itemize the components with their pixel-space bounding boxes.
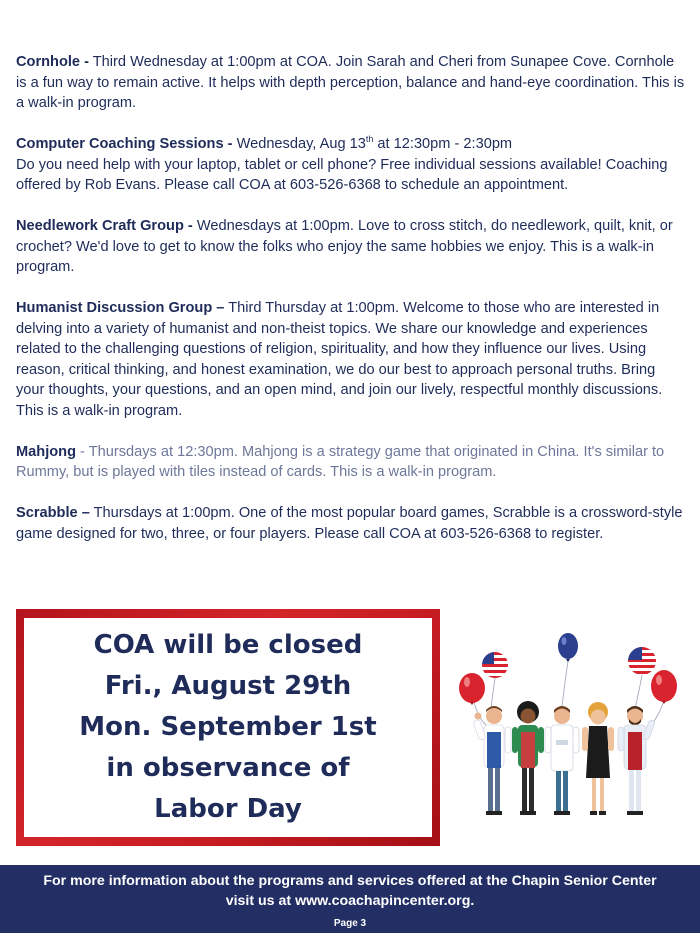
balloon-icon bbox=[459, 673, 485, 705]
notice-line: COA will be closed bbox=[93, 630, 363, 660]
footer-website-link[interactable]: visit us at www.coachapincenter.org. bbox=[225, 893, 475, 909]
program-title: Scrabble – bbox=[16, 505, 90, 521]
balloon-icon bbox=[558, 633, 578, 662]
program-title: Humanist Discussion Group – bbox=[16, 300, 225, 316]
notice-line: Fri., August 29th bbox=[104, 671, 352, 701]
closure-notice bbox=[16, 609, 440, 846]
person-icon bbox=[473, 706, 511, 815]
person-icon bbox=[545, 706, 579, 815]
program-description: Third Wednesday at 1:00pm at COA. Join Sarah and Cheri from Sunapee Cove. Cornhole is a fun way to remain active. It helps with depth perception, balance and hand-eye coordination. This is a walk-in program. bbox=[16, 54, 685, 111]
closure-notice-panel bbox=[24, 618, 432, 837]
balloon-icon bbox=[651, 670, 677, 704]
footer-info bbox=[0, 865, 700, 911]
program-list bbox=[16, 52, 686, 565]
program-time: at 12:30pm - 2:30pm bbox=[373, 136, 513, 152]
notice-line: Mon. September 1st bbox=[79, 712, 377, 742]
program-title: Needlework Craft Group - bbox=[16, 218, 193, 234]
american-flag-balloon-icon bbox=[627, 647, 659, 675]
program-humanist-discussion bbox=[16, 298, 686, 421]
program-mahjong bbox=[16, 442, 686, 483]
program-scrabble bbox=[16, 503, 686, 544]
program-date: Wednesday, Aug 13 bbox=[232, 136, 366, 152]
program-needlework bbox=[16, 216, 686, 278]
program-description: Wednesdays at 1:00pm. Love to cross stitch, do needlework, quilt, knit, or crochet? We'd love to get to know the folks who enjoy the same hobbies we enjoy. This is a walk-in program. bbox=[16, 218, 673, 275]
program-computer-coaching bbox=[16, 134, 686, 196]
page-number: Page 3 bbox=[333, 918, 367, 929]
person-icon bbox=[512, 701, 544, 815]
program-title: Mahjong bbox=[16, 443, 76, 460]
program-description: Third Thursday at 1:00pm. Welcome to those who are interested in delving into a variety of humanist and non-theist topics. We share our knowledge and experiences related to the challenging questions of religion, spirituality, and how they influence our lives. Using reason, critical thinking, and honest examination, we do our best to approach personal truths. Bring your thoughts, your questions, and an open mind, and join our lively, respectful monthly discussions. This is a walk-in program. bbox=[16, 300, 663, 419]
program-title: Computer Coaching Sessions - bbox=[16, 136, 233, 152]
people-group-icon bbox=[473, 701, 655, 815]
program-description: - Thursdays at 12:30pm. Mahjong is a strategy game that originated in China. It's similar to Rummy, but is played with tiles instead of cards. This is a walk-in program. bbox=[16, 443, 665, 480]
program-title: Cornhole - bbox=[16, 54, 89, 70]
footer-line-1: For more information about the programs and services offered at the Chapin Senior Center bbox=[43, 873, 657, 889]
american-flag-balloon-icon bbox=[480, 652, 510, 679]
footer bbox=[0, 865, 700, 933]
labor-day-illustration bbox=[452, 628, 692, 828]
person-icon bbox=[582, 702, 614, 815]
program-description: Do you need help with your laptop, tablet or cell phone? Free individual sessions available! Coaching offered by Rob Evans. Please call COA at 603-526-6368 to schedule an appointment. bbox=[16, 156, 668, 193]
program-cornhole bbox=[16, 52, 686, 114]
notice-line: Labor Day bbox=[154, 794, 302, 824]
notice-line: in observance of bbox=[106, 753, 350, 783]
person-icon bbox=[618, 706, 655, 815]
program-description: Thursdays at 1:00pm. One of the most popular board games, Scrabble is a crossword-style game designed for two, three, or four players. Please call COA at 603-526-6368 to register. bbox=[16, 505, 683, 542]
date-suffix: th bbox=[365, 134, 374, 145]
